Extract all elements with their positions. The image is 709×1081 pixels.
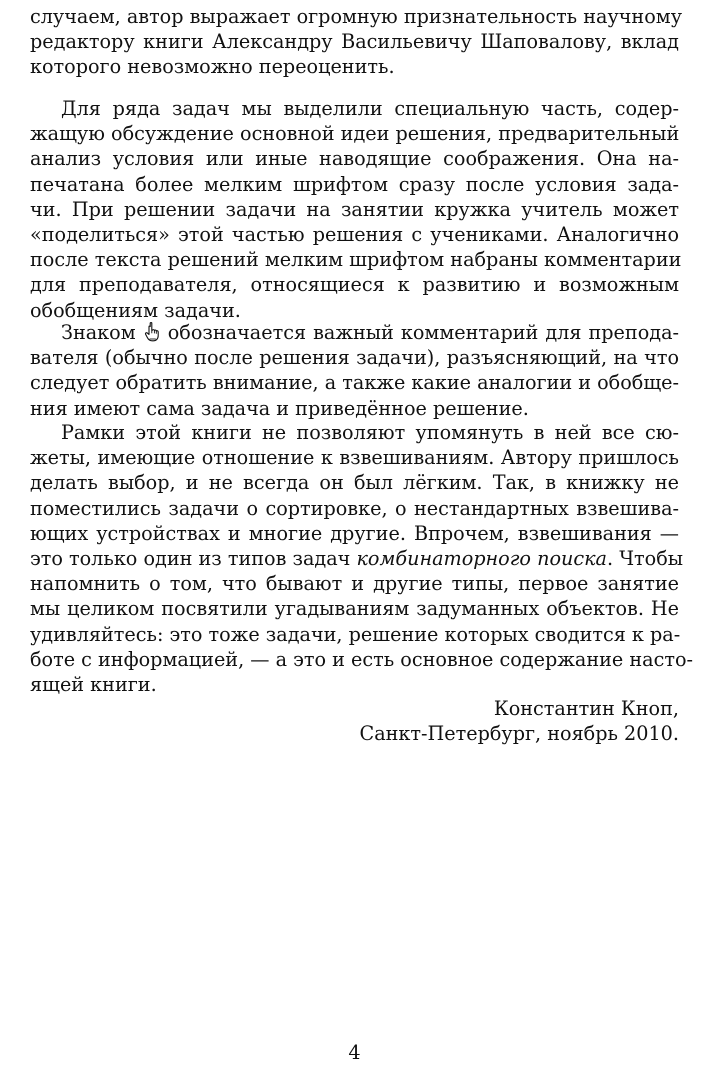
text-fragment: Знаком — [61, 321, 136, 344]
text-line: делать выбор, и не всегда он был лёгким. Так, в книжку не — [30, 471, 679, 495]
text-line: жащую обсуждение основной идеи решения, предварительный — [30, 122, 680, 146]
page-number: 4 — [348, 1041, 361, 1064]
text-line: обобщениям задачи. — [30, 298, 241, 322]
text-line: напомнить о том, что бывают и другие типы, первое занятие — [30, 572, 679, 596]
text-line: ющих устройствах и многие другие. Впрочем, взвешивания — — [30, 521, 679, 545]
text-line: ящей книги. — [30, 673, 157, 697]
place-date: Санкт-Петербург, ноябрь 2010. — [359, 722, 679, 746]
text-line — [30, 546, 684, 571]
text-fragment: . Чтобы — [607, 547, 684, 571]
paragraph-3 — [30, 320, 679, 421]
paragraph-2 — [30, 96, 682, 323]
text-line: «поделиться» этой частью решения с учениками. Аналогично — [30, 223, 679, 247]
text-line: ния имеют сама задача и приведённое решение. — [30, 396, 529, 420]
text-fragment: это только один из типов задач — [30, 547, 357, 571]
text-line: редактору книги Александру Васильевичу Шаповалову, вклад — [30, 30, 679, 54]
pointing-hand-icon — [144, 322, 160, 342]
text-line: мы целиком посвятили угадываниям задуманных объектов. Не — [30, 597, 679, 621]
text-line: удивляйтесь: это тоже задачи, решение которых сводится к ра- — [30, 622, 681, 646]
text-line: после текста решений мелким шрифтом набраны комментарии — [30, 248, 682, 272]
text-line: которого невозможно переоценить. — [30, 55, 395, 79]
signature — [360, 696, 679, 746]
text-line: жеты, имеющие отношение к взвешиваниям. Автору пришлось — [30, 446, 679, 470]
paragraph-1 — [30, 4, 682, 80]
text-line — [30, 320, 679, 345]
text-line: вателя (обычно после решения задачи), разъясняющий, на что — [30, 346, 679, 370]
text-line: чи. При решении задачи на занятии кружка учитель может — [30, 197, 679, 221]
text-line: для преподавателя, относящиеся к развитию и возможным — [30, 273, 679, 297]
text-line: поместились задачи о сортировке, о нестандартных взвешива- — [30, 496, 679, 520]
text-line: печатана более мелким шрифтом сразу после условия зада- — [30, 172, 679, 196]
text-line: Для ряда задач мы выделили специальную часть, содер- — [61, 97, 679, 120]
text-line: боте с информацией, — а это и есть основное содержание насто- — [30, 647, 693, 671]
text-line: анализ условия или иные наводящие соображения. Она на- — [30, 147, 679, 171]
text-fragment: обозначается важный комментарий для препода- — [167, 321, 679, 344]
text-line: Рамки этой книги не позволяют упомянуть в ней все сю- — [61, 421, 679, 444]
author-name: Константин Кноп, — [493, 697, 679, 720]
italic-term: комбинаторного поиска — [356, 547, 607, 571]
paragraph-4 — [30, 420, 693, 697]
text-line: следует обратить внимание, а также какие аналогии и обобще- — [30, 371, 679, 395]
text-line: случаем, автор выражает огромную признательность научному — [30, 5, 682, 28]
